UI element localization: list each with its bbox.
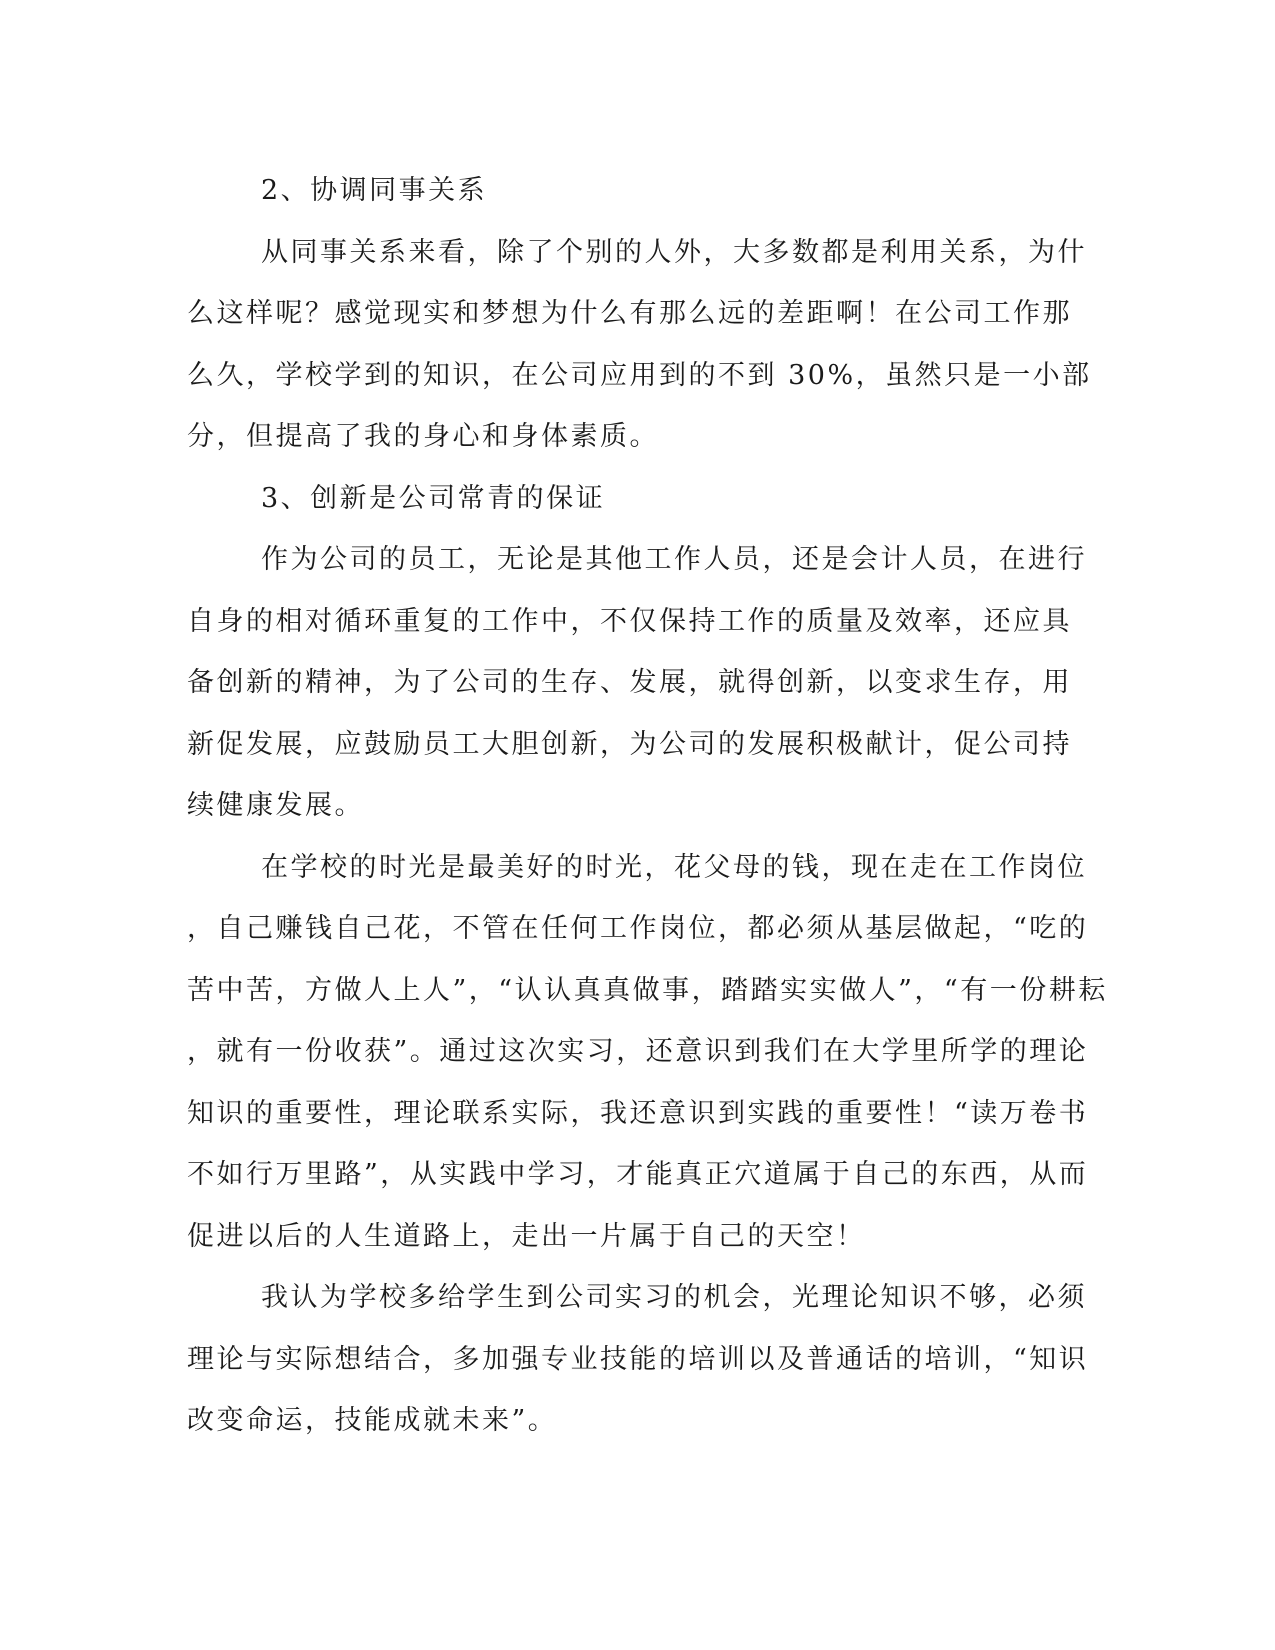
paragraph-line: 从同事关系来看，除了个别的人外，大多数都是利用关系，为什: [261, 236, 1087, 268]
paragraph-line: 新促发展，应鼓励员工大胆创新，为公司的发展积极献计，促公司持: [187, 728, 1072, 760]
paragraph-line: 促进以后的人生道路上，走出一片属于自己的天空！: [187, 1220, 866, 1252]
paragraph-line: 备创新的精神，为了公司的生存、发展，就得创新，以变求生存，用: [187, 667, 1072, 698]
paragraph-line: 么这样呢？感觉现实和梦想为什么有那么远的差距啊！在公司工作那: [187, 298, 1072, 329]
paragraph-line: 不如行万里路”，从实践中学习，才能真正穴道属于自己的东西，从而: [187, 1159, 1089, 1190]
paragraph-line: 么久，学校学到的知识，在公司应用到的不到 30%，虽然只是一小部: [187, 359, 1092, 391]
paragraph-line: 改变命运，技能成就未来”。: [187, 1405, 558, 1436]
paragraph-line: 在学校的时光是最美好的时光，花父母的钱，现在走在工作岗位: [261, 851, 1087, 883]
paragraph-line: ，就有一份收获”。通过这次实习，还意识到我们在大学里所学的理论: [187, 1036, 1089, 1067]
paragraph-line: 续健康发展。: [187, 790, 364, 821]
paragraph-line: 理论与实际想结合，多加强专业技能的培训以及普通话的培训，“知识: [187, 1343, 1089, 1375]
section-heading-2: 2、协调同事关系: [261, 175, 488, 206]
paragraph-line: 苦中苦，方做人上人”，“认认真真做事，踏踏实实做人”，“有一份耕耘: [187, 974, 1108, 1006]
paragraph-line: ，自己赚钱自己花，不管在任何工作岗位，都必须从基层做起，“吃的: [187, 913, 1089, 944]
paragraph-line: 分，但提高了我的身心和身体素质。: [187, 421, 659, 452]
paragraph-line: 我认为学校多给学生到公司实习的机会，光理论知识不够，必须: [261, 1282, 1087, 1313]
section-heading-3: 3、创新是公司常青的保证: [261, 482, 606, 514]
paragraph-line: 自身的相对循环重复的工作中，不仅保持工作的质量及效率，还应具: [187, 605, 1072, 637]
paragraph-line: 知识的重要性，理论联系实际，我还意识到实践的重要性！“读万卷书: [187, 1097, 1089, 1129]
paragraph-line: 作为公司的员工，无论是其他工作人员，还是会计人员，在进行: [261, 544, 1087, 575]
document-body: [187, 160, 1108, 1452]
